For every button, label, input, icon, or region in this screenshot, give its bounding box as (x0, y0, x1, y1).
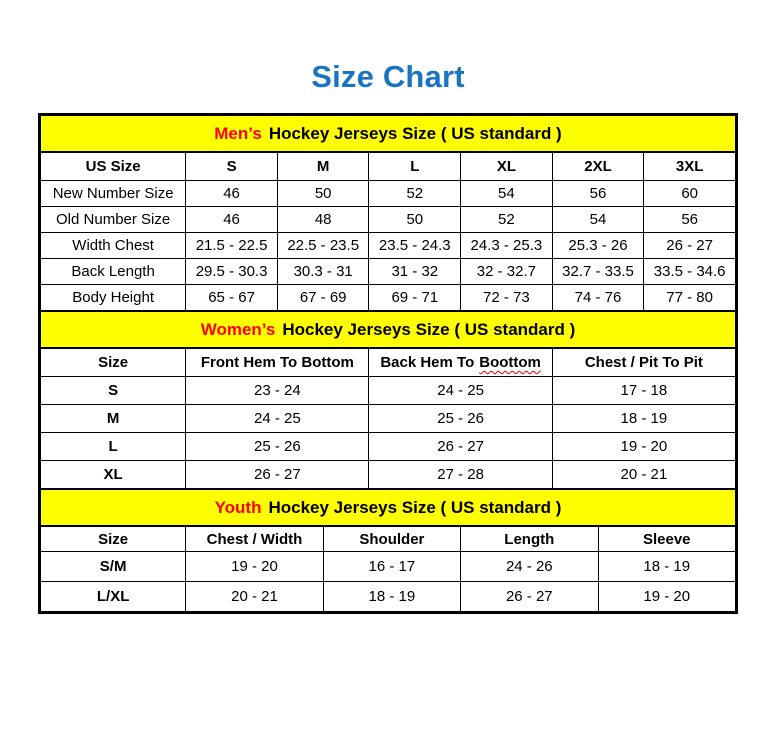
cell-value: 32.7 - 33.5 (552, 259, 644, 285)
table-row (41, 582, 736, 612)
mens-size-table (40, 115, 736, 311)
misspelled-word-spellcheck: Boottom (479, 354, 541, 372)
cell-value: 23 - 24 (186, 377, 369, 405)
cell-value: 52 (461, 207, 553, 233)
cell-value: 26 - 27 (461, 582, 598, 612)
row-label: XL (41, 461, 186, 489)
column-header: 2XL (552, 152, 644, 181)
cell-value: 24 - 25 (186, 405, 369, 433)
womens-title-accent: Women’s (200, 319, 276, 339)
womens-section-banner (41, 312, 736, 349)
cell-value: 24 - 25 (369, 377, 552, 405)
cell-value: 19 - 20 (598, 582, 735, 612)
cell-value: 26 - 27 (369, 433, 552, 461)
youth-title-accent: Youth (214, 497, 262, 517)
column-header: XL (461, 152, 553, 181)
size-chart-page (0, 60, 776, 614)
cell-value: 52 (369, 181, 461, 207)
table-row (41, 285, 736, 311)
cell-value: 25 - 26 (186, 433, 369, 461)
table-row (41, 405, 736, 433)
column-header: Size (41, 526, 186, 552)
cell-value: 32 - 32.7 (461, 259, 553, 285)
womens-column-header-row (41, 348, 736, 377)
cell-value: 77 - 80 (644, 285, 736, 311)
cell-value: 60 (644, 181, 736, 207)
cell-value: 21.5 - 22.5 (186, 233, 278, 259)
cell-value: 48 (277, 207, 369, 233)
cell-value: 17 - 18 (552, 377, 735, 405)
column-header: Sleeve (598, 526, 735, 552)
cell-value: 18 - 19 (598, 552, 735, 582)
cell-value: 20 - 21 (186, 582, 323, 612)
cell-value: 31 - 32 (369, 259, 461, 285)
cell-value: 29.5 - 30.3 (186, 259, 278, 285)
page-title: Size Chart (311, 59, 465, 94)
cell-value: 54 (461, 181, 553, 207)
column-header: US Size (41, 152, 186, 181)
column-header: L (369, 152, 461, 181)
youth-column-header-row (41, 526, 736, 552)
table-row (41, 377, 736, 405)
table-row (41, 207, 736, 233)
column-header: Length (461, 526, 598, 552)
mens-section-banner (41, 116, 736, 153)
row-label: L/XL (41, 582, 186, 612)
cell-value: 27 - 28 (369, 461, 552, 489)
cell-value: 26 - 27 (644, 233, 736, 259)
womens-size-table (40, 311, 736, 489)
column-header: S (186, 152, 278, 181)
cell-value: 50 (369, 207, 461, 233)
cell-value: 18 - 19 (323, 582, 460, 612)
cell-value: 33.5 - 34.6 (644, 259, 736, 285)
cell-value: 65 - 67 (186, 285, 278, 311)
column-header-text: Back Hem To (380, 354, 475, 372)
table-row (41, 552, 736, 582)
row-label: M (41, 405, 186, 433)
youth-title-text: Hockey Jerseys Size ( US standard ) (268, 497, 562, 517)
cell-value: 24.3 - 25.3 (461, 233, 553, 259)
cell-value: 16 - 17 (323, 552, 460, 582)
cell-value: 54 (552, 207, 644, 233)
size-chart-table-group (38, 113, 738, 614)
cell-value: 74 - 76 (552, 285, 644, 311)
cell-value: 19 - 20 (552, 433, 735, 461)
row-label: New Number Size (41, 181, 186, 207)
youth-section-banner (41, 490, 736, 527)
cell-value: 67 - 69 (277, 285, 369, 311)
column-header: Chest / Width (186, 526, 323, 552)
mens-title-text: Hockey Jerseys Size ( US standard ) (268, 123, 562, 143)
cell-value: 46 (186, 207, 278, 233)
row-label: S/M (41, 552, 186, 582)
mens-title-accent: Men’s (214, 123, 262, 143)
row-label: L (41, 433, 186, 461)
cell-value: 56 (552, 181, 644, 207)
table-row (41, 259, 736, 285)
cell-value: 46 (186, 181, 278, 207)
table-row (41, 433, 736, 461)
cell-value: 18 - 19 (552, 405, 735, 433)
cell-value: 19 - 20 (186, 552, 323, 582)
cell-value: 23.5 - 24.3 (369, 233, 461, 259)
column-header (369, 348, 552, 377)
row-label: Body Height (41, 285, 186, 311)
womens-title-text: Hockey Jerseys Size ( US standard ) (282, 319, 576, 339)
cell-value: 50 (277, 181, 369, 207)
youth-size-table (40, 489, 736, 612)
column-header: Size (41, 348, 186, 377)
row-label: Back Length (41, 259, 186, 285)
cell-value: 69 - 71 (369, 285, 461, 311)
cell-value: 25 - 26 (369, 405, 552, 433)
cell-value: 72 - 73 (461, 285, 553, 311)
column-header: Shoulder (323, 526, 460, 552)
cell-value: 22.5 - 23.5 (277, 233, 369, 259)
cell-value: 56 (644, 207, 736, 233)
row-label: S (41, 377, 186, 405)
table-row (41, 181, 736, 207)
table-row (41, 461, 736, 489)
cell-value: 24 - 26 (461, 552, 598, 582)
cell-value: 25.3 - 26 (552, 233, 644, 259)
mens-column-header-row (41, 152, 736, 181)
row-label: Old Number Size (41, 207, 186, 233)
table-row (41, 233, 736, 259)
womens-section-title (41, 312, 736, 349)
cell-value: 30.3 - 31 (277, 259, 369, 285)
cell-value: 26 - 27 (186, 461, 369, 489)
row-label: Width Chest (41, 233, 186, 259)
column-header: 3XL (644, 152, 736, 181)
column-header: Chest / Pit To Pit (552, 348, 735, 377)
cell-value: 20 - 21 (552, 461, 735, 489)
column-header: Front Hem To Bottom (186, 348, 369, 377)
mens-section-title (41, 116, 736, 153)
column-header: M (277, 152, 369, 181)
youth-section-title (41, 490, 736, 527)
